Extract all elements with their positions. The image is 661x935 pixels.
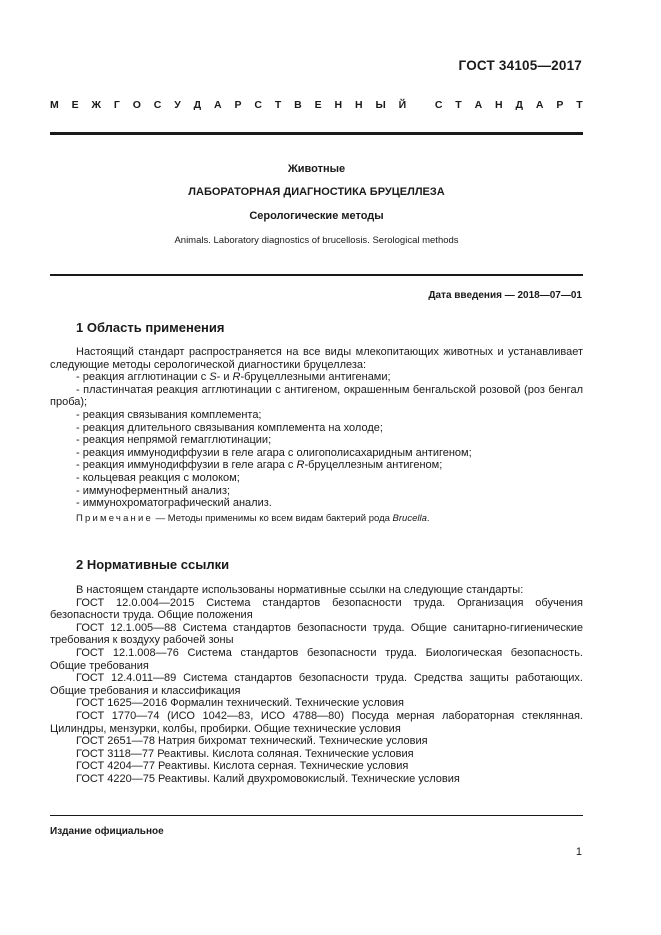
std-gap bbox=[419, 99, 422, 111]
std-letter: А bbox=[474, 99, 483, 111]
document-number: ГОСТ 34105—2017 bbox=[458, 58, 582, 73]
std-letter: Ж bbox=[91, 99, 102, 111]
list-item: - реакция непрямой гемагглютинации; bbox=[76, 434, 272, 447]
official-edition-label: Издание официальное bbox=[50, 826, 164, 837]
std-letter: Й bbox=[398, 99, 407, 111]
section-1-heading: 1 Область применения bbox=[76, 320, 225, 335]
list-item: - реакция иммунодиффузии в геле агара с R-бруцеллезным антигеном; bbox=[76, 459, 443, 472]
section-1-body bbox=[50, 346, 583, 525]
reference-item: ГОСТ 12.1.005—88 Система стандартов безопасности труда. Общие санитарно-гигиенические требования к воздуху рабочей зоны bbox=[50, 621, 583, 647]
std-letter: Н bbox=[495, 99, 503, 111]
std-letter: В bbox=[294, 99, 302, 111]
std-letter: У bbox=[174, 99, 181, 111]
category-title: Животные bbox=[287, 163, 346, 175]
std-letter: Р bbox=[556, 99, 564, 111]
list-item: - иммуноферментный анализ; bbox=[76, 484, 231, 497]
list-item: - реакция иммунодиффузии в геле агара с олигополисахаридным антигеном; bbox=[76, 446, 472, 459]
reference-item: ГОСТ 12.1.008—76 Система стандартов безопасности труда. Биологическая безопасность. Общие требования bbox=[50, 646, 583, 672]
std-letter: Д bbox=[515, 99, 523, 111]
std-letter: С bbox=[254, 99, 262, 111]
std-letter: Т bbox=[576, 99, 583, 111]
std-letter: Н bbox=[354, 99, 363, 111]
subtitle: Серологические методы bbox=[249, 210, 384, 222]
std-letter: Т bbox=[455, 99, 462, 111]
english-title: Animals. Laboratory diagnostics of brucellosis. Serological methods bbox=[174, 235, 459, 246]
section-2-intro: В настоящем стандарте использованы нормативные ссылки на следующие стандарты: bbox=[76, 584, 524, 596]
std-letter: С bbox=[153, 99, 162, 111]
reference-item: ГОСТ 3118—77 Реактивы. Кислота соляная. Технические условия bbox=[76, 747, 414, 760]
std-letter: Н bbox=[334, 99, 343, 111]
std-letter: Е bbox=[314, 99, 322, 111]
reference-item: ГОСТ 2651—78 Натрия бихромат технический. Технические условия bbox=[76, 735, 428, 748]
list-item: - реакция агглютинации с S- и R-бруцеллезными антигенами; bbox=[76, 371, 391, 384]
std-letter: Т bbox=[274, 99, 282, 111]
reference-item: ГОСТ 4204—77 Реактивы. Кислота серная. Технические условия bbox=[76, 760, 409, 773]
std-letter: А bbox=[214, 99, 222, 111]
section-2-heading: 2 Нормативные ссылки bbox=[76, 557, 230, 572]
footer-divider bbox=[50, 815, 583, 816]
list-item: - кольцевая реакция с молоком; bbox=[76, 471, 240, 484]
section-2-body bbox=[50, 584, 583, 786]
std-letter: О bbox=[132, 99, 141, 111]
page-number: 1 bbox=[575, 846, 582, 858]
std-letter: Е bbox=[71, 99, 79, 111]
list-item: - пластинчатая реакция агглютинации с антигеном, окрашенным бенгальской розовой (роз бенгал проба); bbox=[50, 383, 583, 409]
std-letter: Г bbox=[113, 99, 120, 111]
main-title: ЛАБОРАТОРНАЯ ДИАГНОСТИКА БРУЦЕЛЛЕЗА bbox=[188, 186, 445, 198]
reference-item: ГОСТ 1770—74 (ИСО 1042—83, ИСО 4788—80) Посуда мерная лабораторная стеклянная. Цилиндры, мензурки, колбы, пробирки. Общие технические условия bbox=[50, 709, 583, 735]
std-letter: М bbox=[50, 99, 59, 111]
std-letter: А bbox=[535, 99, 544, 111]
reference-item: ГОСТ 12.4.011—89 Система стандартов безопасности труда. Средства защиты работающих. Общие требования и классификация bbox=[50, 672, 583, 697]
reference-item: ГОСТ 1625—2016 Формалин технический. Технические условия bbox=[76, 697, 404, 710]
std-letter: Р bbox=[234, 99, 242, 111]
std-letter: С bbox=[434, 99, 443, 111]
standard-type-line bbox=[50, 99, 583, 111]
std-letter: Ы bbox=[375, 99, 386, 111]
list-item: - реакция связывания комплемента; bbox=[76, 408, 262, 421]
title-divider bbox=[50, 274, 583, 276]
reference-item: ГОСТ 12.0.004—2015 Система стандартов безопасности труда. Организация обучения безопасности труда. Общие положения bbox=[50, 596, 583, 622]
intro-date: Дата введения — 2018—07—01 bbox=[428, 290, 582, 301]
section-1-note: Примечание — Методы применимы ко всем видам бактерий рода Brucella. bbox=[76, 512, 430, 524]
std-letter: Д bbox=[193, 99, 202, 111]
reference-item: ГОСТ 4220—75 Реактивы. Калий двухромовокислый. Технические условия bbox=[76, 772, 460, 785]
header-divider bbox=[50, 132, 583, 135]
list-item: - иммунохроматографический анализ. bbox=[76, 497, 272, 510]
list-item: - реакция длительного связывания комплемента на холоде; bbox=[76, 421, 383, 434]
section-1-intro: Настоящий стандарт распространяется на все виды млекопитающих животных и устанавливает следующие методы серологической диагностики бруцеллеза: bbox=[50, 346, 583, 371]
